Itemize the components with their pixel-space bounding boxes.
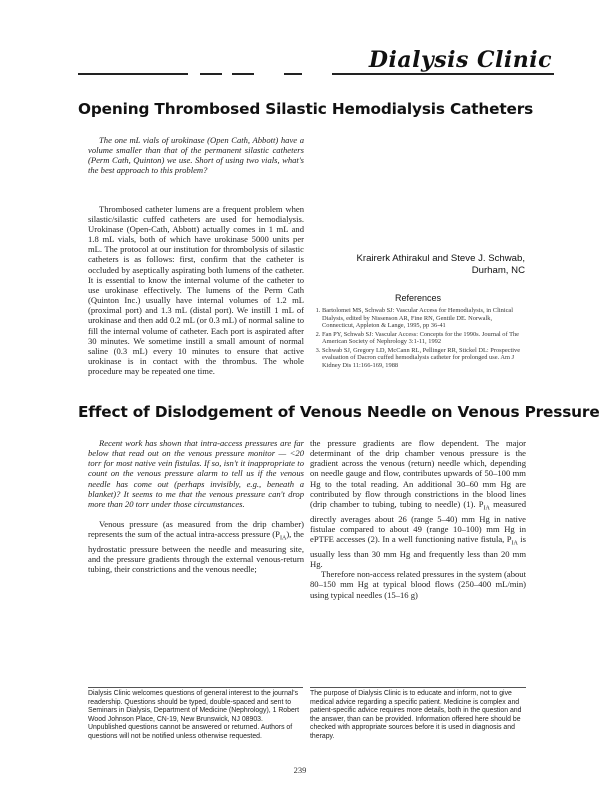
article1-title: Opening Thrombosed Silastic Hemodialysis Catheters — [78, 100, 534, 118]
article2-answer-right-p2: Therefore non-access related pressures in the system (about 80–150 mm Hg at typical blood flows (250–400 mL/min) using typical needles (15–16 g) — [310, 569, 526, 600]
references-list — [310, 307, 526, 370]
header-rule-5 — [332, 73, 554, 75]
reference-item: 3. Schwab SJ, Gregory LD, McCann RL, Pellinger RR, Stickel DL: Prospective evaluation of Dacron cuffed hemodialysis catheter for prolonged use. Am J Kidney Dis 11:166-169, 1988 — [322, 347, 526, 370]
article1-answer-p1: Thrombosed catheter lumens are a frequent problem when silastic/silastic cuffed catheters are used for hemodialysis. Urokinase (Open-Cath, Abbott) actually comes in 1 mL and 1.8 mL vials, both of which have urokinase 5000 units per mL. The protocol at our institution for thrombolysis of silastic catheters is as follows: first, confirm that the catheter is occluded by aseptically aspirating both lumens of the catheter. It is essential to know the internal volume of the catheter to use urokinase effectively. The lumens of the Perm Cath (Quinton Inc.) usually have internal volumes of 1.2 mL (proximal port) and 1.3 mL (distal port). We instill 1 mL of urokinase and then add 0.2 mL (or 0.3 mL) of normal saline to fill the internal volume of catheter. Each port is aspirated after 30 minutes. We sometime instill a small amount of normal saline (0.3 mL) every 10 minutes to ensure that active urokinase is in contact with the thrombus. The whole procedure may be repeated one time. — [88, 203, 304, 377]
article2-left-column — [88, 438, 304, 575]
header-rule-4 — [284, 73, 302, 75]
article2-question: Recent work has shown that intra-access pressures are far below that read out on the venous pressure monitor — <20 torr for most native vein fistulas. If so, isn't it inappropriate to count on the venous pressure alarm to tell us if the venous needle has come out (perhaps invisibly, e.g., beneath a blanket)? It seems to me that the venous pressure can't drop more than 20 torr under those circumstances. — [88, 438, 304, 509]
reference-item: 1. Bartolomei MS, Schwab SJ: Vascular Access for Hemodialysis, in Clinical Dialysis, edited by Nissenson AR, Fine RN, Gentile DE. Norwalk, Connecticut, Appleton & Lange, 1995, pp 36-41 — [322, 307, 526, 330]
article1-left-column — [88, 135, 304, 376]
author-location: Durham, NC — [471, 265, 525, 276]
references-heading: References — [394, 293, 442, 303]
header-rule-3 — [232, 73, 254, 75]
article1-question: The one mL vials of urokinase (Open Cath, Abbott) have a volume smaller than that of the permanent silastic catheters (Perm Cath, Quinton) we use. Short of using two vials, what's the best approach to this problem? — [88, 135, 304, 176]
footer-rule-right — [310, 687, 526, 688]
header-rule-1 — [78, 73, 188, 75]
header-rule-2 — [200, 73, 222, 75]
footer-left-note: Dialysis Clinic welcomes questions of general interest to the journal's readership. Questions should be typed, double-spaced and sent to Seminars in Dialysis, Department of Medicine (Nephrology), 1 Robert Wood Johnson Place, CN-19, New Brunswick, NJ 08903. Unpublished questions cannot be answered or returned. Authors of questions will not be notified unless otherwise requested. — [88, 690, 300, 740]
page-number: 239 — [293, 765, 307, 775]
article1-right-column — [310, 135, 526, 247]
footer-rule-left — [88, 687, 303, 688]
article2-answer-left: Venous pressure (as measured from the drip chamber) represents the sum of the actual intra-access pressure $(P_{IA})$, the hydrostatic pressure between the needle and measuring site, and the pressure gradients through the external venous-return tubing, their constrictions and the venous needle; — [88, 519, 304, 575]
article2-title: Effect of Dislodgement of Venous Needle on Venous Pressure — [78, 403, 600, 421]
footer-right-note: The purpose of Dialysis Clinic is to educate and inform, not to give medical advice regarding a specific patient. Medicine is complex and patient-specific advice requires more details, both in the question and the answer, than can be provided. Information offered here should be checked with appropriate sources before it is used in diagnosis and therapy. — [310, 690, 522, 740]
author-names: Krairerk Athirakul and Steve J. Schwab, — [356, 253, 525, 264]
reference-item: 2. Fan PY, Schwab SJ: Vascular Access: Concepts for the 1990s. Journal of The American Society of Nephrology 3:1-11, 1992 — [322, 331, 526, 346]
article1-authors — [310, 253, 525, 277]
article2-answer-right-p1: the pressure gradients are flow dependent. The major determinant of the drip chamber venous pressure is the gradient across the venous (return) needle which, depending on needle gauge and flow, contributes upwards of 50–100 mm Hg to the total reading. An additional 30–60 mm Hg are contributed by flow through constrictions in the blood lines (drip chamber to tubing, tubing to needle) (1). $P_{IA}$ measured directly averages about 26 (range 5–40) mm Hg in native fistulae compared to about 49 (range 10–100) mm Hg in ePTFE accesses (2). In a well functioning native fistula, $P_{IA}$ is usually less than 30 mm Hg and frequently less than 20 mm Hg. — [310, 438, 526, 570]
section-name: Dialysis Clinic — [368, 47, 552, 73]
article2-right-column — [310, 438, 526, 600]
